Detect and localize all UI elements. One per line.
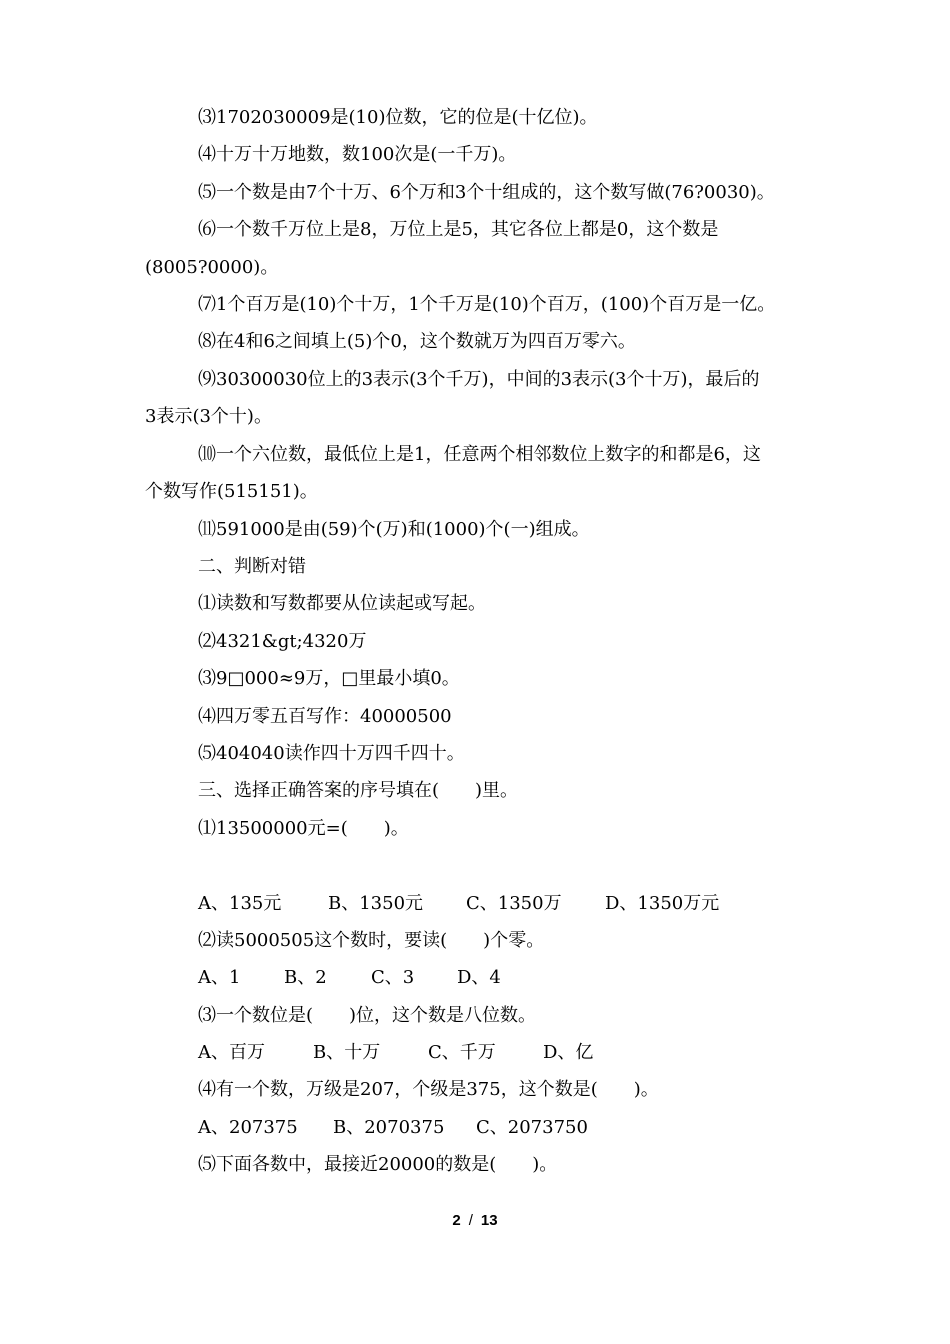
question: ⑵读5000505这个数时，要读( )个零。 <box>198 930 545 951</box>
question: ⑷有一个数，万级是207，个级是375，这个数是( )。 <box>198 1079 659 1100</box>
text-line: ⑹一个数千万位上是8，万位上是5，其它各位上都是0，这个数是 <box>198 219 719 240</box>
option: A、135元 <box>198 893 282 914</box>
option: C、2073750 <box>476 1117 588 1138</box>
text-line: ⑴读数和写数都要从位读起或写起。 <box>198 593 486 614</box>
text-line: ⑶1702030009是(10)位数，它的位是(十亿位)。 <box>198 107 598 128</box>
current-page: 2 <box>452 1212 461 1229</box>
option: C、1350万 <box>466 893 562 914</box>
page-separator: / <box>468 1212 473 1229</box>
option: D、亿 <box>543 1042 594 1063</box>
answer-options <box>198 1041 820 1065</box>
text-line: ⑷十万十万地数，数100次是(一千万)。 <box>198 144 517 165</box>
question: ⑴13500000元=( )。 <box>198 818 409 839</box>
option: A、207375 <box>198 1117 298 1138</box>
text-line: 3表示(3个十)。 <box>145 406 272 427</box>
total-pages: 13 <box>480 1212 498 1229</box>
option: C、3 <box>371 967 415 988</box>
option: A、百万 <box>198 1042 265 1063</box>
answer-options <box>198 892 820 916</box>
text-line: ⑷四万零五百写作：40000500 <box>198 706 452 727</box>
section-heading: 二、判断对错 <box>198 556 306 577</box>
option: C、千万 <box>428 1042 496 1063</box>
text-line: ⑸一个数是由7个十万、6个万和3个十组成的，这个数写做(76?0030)。 <box>198 182 775 203</box>
option: B、2070375 <box>333 1117 445 1138</box>
question: ⑶一个数位是( )位，这个数是八位数。 <box>198 1005 537 1026</box>
option: D、4 <box>457 967 501 988</box>
option: B、1350元 <box>328 893 424 914</box>
answer-options <box>198 1116 820 1140</box>
option: B、2 <box>284 967 327 988</box>
text-line: ⑺1个百万是(10)个十万，1个千万是(10)个百万，(100)个百万是一亿。 <box>198 294 776 315</box>
text-line: ⑼30300030位上的3表示(3个千万)，中间的3表示(3个十万)，最后的 <box>198 369 760 390</box>
text-line: ⑻在4和6之间填上(5)个0，这个数就万为四百万零六。 <box>198 331 636 352</box>
option: D、1350万元 <box>605 893 720 914</box>
option: A、1 <box>198 967 241 988</box>
text-line: ⑽一个六位数，最低位上是1，任意两个相邻数位上数字的和都是6，这 <box>198 444 761 465</box>
answer-options <box>198 966 820 990</box>
text-line: ⑵4321&gt;4320万 <box>198 631 367 652</box>
text-line: ⑾591000是由(59)个(万)和(1000)个(一)组成。 <box>198 519 590 540</box>
option: B、十万 <box>313 1042 381 1063</box>
text-line: ⑶9□000≈9万，□里最小填0。 <box>198 668 460 689</box>
text-line: 个数写作(515151)。 <box>145 481 318 502</box>
section-heading: 三、选择正确答案的序号填在( )里。 <box>198 780 519 801</box>
page-number <box>0 1212 950 1229</box>
text-line: (8005?0000)。 <box>145 257 279 278</box>
text-line: ⑸404040读作四十万四千四十。 <box>198 743 465 764</box>
question: ⑸下面各数中，最接近20000的数是( )。 <box>198 1154 558 1175</box>
